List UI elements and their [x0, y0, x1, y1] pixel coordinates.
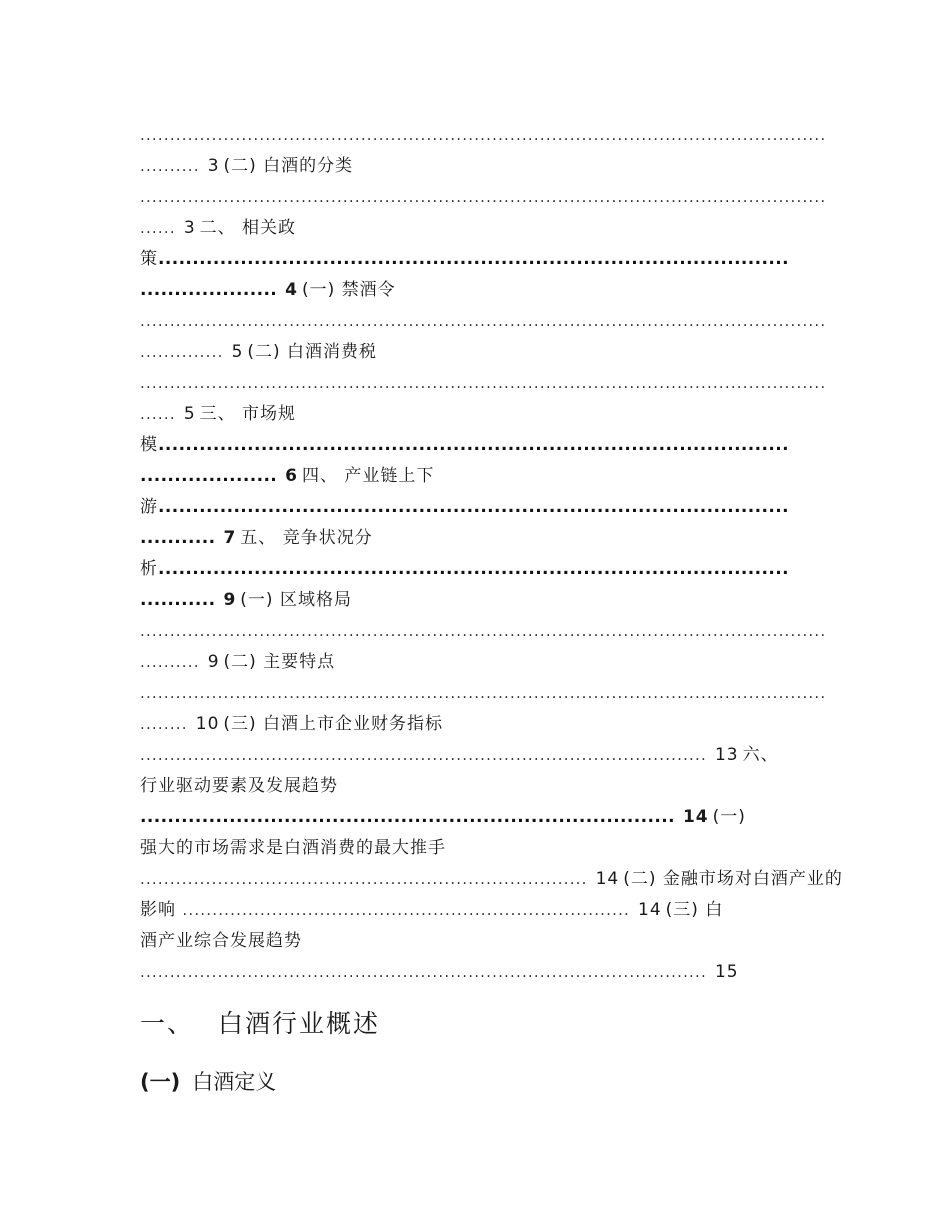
- toc-entry-financial-indicators[interactable]: ........ 10 (三) 白酒上市企业财务指标: [140, 714, 444, 734]
- toc-entry-consumption-tax[interactable]: .............. 5 (二) 白酒消费税: [140, 342, 378, 362]
- toc-leader-line: ...................................................................................................................: [140, 684, 827, 702]
- table-of-contents: [140, 120, 843, 988]
- toc-entry-market-size[interactable]: ...... 5 三、 市场规: [140, 404, 297, 424]
- toc-text-line: 行业驱动要素及发展趋势: [140, 776, 338, 796]
- subsection-title: 白酒定义: [192, 1070, 277, 1094]
- section-title: 白酒行业概述: [218, 1009, 381, 1038]
- toc-entry-regional-pattern[interactable]: ........... 9 (一) 区域格局: [140, 590, 352, 610]
- toc-entry-financial-market[interactable]: ........................................................................... 14 (二) 金融市场对白酒产业的: [140, 869, 843, 889]
- toc-leader-line: 游............................................................................................: [140, 497, 789, 517]
- toc-entry-main-features[interactable]: .......... 9 (二) 主要特点: [140, 652, 336, 672]
- toc-entry-drivers[interactable]: ............................................................................................... 13 六、: [140, 745, 779, 765]
- section-heading-overview: [140, 1004, 380, 1040]
- toc-entry-white-liquor-classification[interactable]: .......... 3 (二) 白酒的分类: [140, 156, 354, 176]
- toc-entry-last-page[interactable]: ............................................................................................... 15: [140, 962, 739, 982]
- toc-entry-competition[interactable]: ........... 7 五、 竞争状况分: [140, 528, 373, 548]
- toc-entry-industry-chain[interactable]: .................... 6 四、 产业链上下: [140, 466, 435, 486]
- toc-entry-development-trend[interactable]: 影响 ........................................................................... 14 (三) 白: [140, 900, 724, 920]
- toc-leader-line: ...................................................................................................................: [140, 622, 827, 640]
- toc-leader-line: ...................................................................................................................: [140, 312, 827, 330]
- toc-entry-market-demand[interactable]: .............................................................................. 14 (一): [140, 807, 746, 827]
- toc-entry-prohibition-order[interactable]: .................... 4 (一) 禁酒令: [140, 280, 396, 300]
- toc-leader-line: ...................................................................................................................: [140, 126, 827, 144]
- subsection-heading-definition: [140, 1066, 276, 1096]
- subsection-number: (一): [140, 1070, 181, 1094]
- section-number: 一、: [140, 1009, 195, 1038]
- toc-text-line: 强大的市场需求是白酒消费的最大推手: [140, 838, 446, 858]
- toc-entry-related-policy[interactable]: ...... 3 二、 相关政: [140, 218, 297, 238]
- toc-leader-line: 策............................................................................................: [140, 249, 789, 269]
- toc-leader-line: ...................................................................................................................: [140, 188, 827, 206]
- toc-leader-line: 析............................................................................................: [140, 559, 789, 579]
- toc-leader-line: 模............................................................................................: [140, 435, 789, 455]
- toc-leader-line: ...................................................................................................................: [140, 374, 827, 392]
- toc-text-line: 酒产业综合发展趋势: [140, 931, 302, 951]
